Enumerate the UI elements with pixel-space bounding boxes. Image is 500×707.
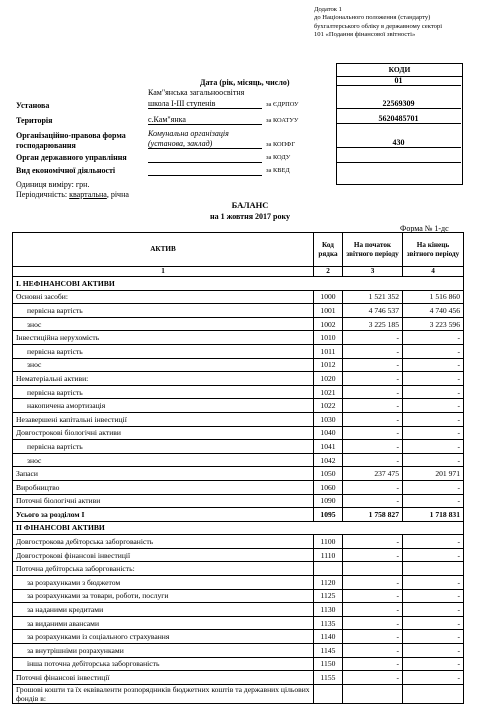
table-row [13,372,464,386]
territory-label: Територія [16,116,53,125]
legal-form-label-2: господарювання [16,141,76,150]
table-row [13,480,464,494]
row-code: 1040 [314,426,343,440]
edrpou-label: за ЄДРПОУ [266,101,299,108]
legal-form-label-1: Організаційно-правова форма [16,131,126,140]
row-label: первісна вартість [13,385,314,399]
row-end-value [403,684,464,703]
row-label: Усього за розділом I [13,508,314,522]
row-code: 1042 [314,453,343,467]
table-row [13,304,464,318]
row-label: за розрахунками з бюджетом [13,576,314,590]
table-row [13,412,464,426]
table-row [13,671,464,685]
gov-body-line [148,162,262,163]
row-begin-value: - [343,616,403,630]
institution-value-1: Кам"янська загальноосвітня [148,88,245,97]
table-row [13,684,464,703]
table-row [13,630,464,644]
table-row [13,467,464,481]
row-label: знос [13,317,314,331]
row-label: Запаси [13,467,314,481]
row-begin-value: - [343,535,403,549]
row-code: 1110 [314,548,343,562]
row-label: знос [13,453,314,467]
table-row [13,385,464,399]
page-subtitle-date: на 1 жовтня 2017 року [210,212,290,221]
table-row [13,331,464,345]
row-begin-value: 3 225 185 [343,317,403,331]
table-row [13,603,464,617]
annex-line-1: Додаток 1 [314,6,342,13]
row-begin-value: 237 475 [343,467,403,481]
row-begin-value: - [343,399,403,413]
row-end-value: - [403,657,464,671]
row-end-value: - [403,385,464,399]
row-begin-value: - [343,385,403,399]
territory-value: с.Кам"янка [148,115,262,125]
row-end-value: - [403,630,464,644]
table-row [13,548,464,562]
row-label: Довгострокові біологічні активи [13,426,314,440]
legal-form-value-1: Комунальна організація [148,129,229,138]
row-begin-value: - [343,576,403,590]
table-row [13,535,464,549]
table-header-row [13,233,464,267]
row-begin-value [343,562,403,576]
row-begin-value: - [343,548,403,562]
section-row [13,521,464,535]
koatuu-label: за КОАТУУ [266,117,299,124]
page-title: БАЛАНС [231,200,269,210]
periodicity-prefix: Періодичність: [16,190,68,199]
table-row [13,589,464,603]
row-label: Інвестиційна нерухомість [13,331,314,345]
col-number-4: 4 [403,267,464,277]
row-begin-value: - [343,589,403,603]
row-begin-value: - [343,644,403,658]
row-end-value: 201 971 [403,467,464,481]
row-end-value: 1 718 831 [403,508,464,522]
row-code: 1145 [314,644,343,658]
row-begin-value: - [343,480,403,494]
header-asset: АКТИВ [13,233,314,267]
row-begin-value [343,684,403,703]
activity-label: Вид економічної діяльності [16,166,116,175]
table-row [13,399,464,413]
col-number-1: 1 [13,267,314,277]
row-code: 1120 [314,576,343,590]
column-number-row [13,267,464,277]
row-label: інша поточна дебіторська заборгованість [13,657,314,671]
kodu-line [336,162,461,163]
row-code: 1130 [314,603,343,617]
row-code: 1041 [314,440,343,454]
row-begin-value: - [343,494,403,508]
row-code: 1095 [314,508,343,522]
section-title: II ФІНАНСОВІ АКТИВИ [13,521,464,535]
table-row [13,644,464,658]
unit-label: Одиниця виміру: грн. [16,180,90,189]
row-label: Нематеріальні активи: [13,372,314,386]
kopfg-label: за КОПФГ [266,141,296,148]
row-begin-value: 1 758 827 [343,508,403,522]
row-label: Довгострокова дебіторська заборгованість [13,535,314,549]
row-label: за виданими авансами [13,616,314,630]
row-code [314,684,343,703]
row-code: 1011 [314,344,343,358]
kved-label: за КВЕД [266,167,290,174]
row-label: Грошові кошти та їх еквіваленти розпорядників бюджетних коштів та державних цільових фондів в: [13,684,314,703]
row-code: 1001 [314,304,343,318]
table-row [13,657,464,671]
row-label: Поточна дебіторська заборгованість: [13,562,314,576]
row-code: 1000 [314,290,343,304]
header-code: Код рядка [314,233,343,267]
section-row [13,277,464,291]
row-end-value: - [403,344,464,358]
balance-table [12,232,464,704]
table-row [13,494,464,508]
row-label: Поточні біологічні активи [13,494,314,508]
header-begin: На початок звітного періоду [343,233,403,267]
row-label: Поточні фінансові інвестиції [13,671,314,685]
activity-line [148,175,262,176]
row-code: 1012 [314,358,343,372]
row-begin-value: 4 746 537 [343,304,403,318]
row-begin-value: - [343,372,403,386]
col-number-3: 3 [343,267,403,277]
row-label: за наданими кредитами [13,603,314,617]
row-end-value [403,562,464,576]
row-end-value: 4 740 456 [403,304,464,318]
table-row [13,562,464,576]
legal-form-value-2: (установа, заклад) [148,139,262,149]
form-number: Форма № 1-дс [400,224,449,233]
annex-line-4: 101 «Подання фінансової звітності» [314,31,416,39]
row-code: 1100 [314,535,343,549]
table-row [13,576,464,590]
row-label: Основні засоби: [13,290,314,304]
annex-line-2: до Національного положення (стандарту) [314,14,431,22]
row-begin-value: - [343,344,403,358]
row-begin-value: - [343,412,403,426]
annex-note [314,6,494,40]
row-code: 1021 [314,385,343,399]
row-end-value: - [403,372,464,386]
row-end-value: - [403,589,464,603]
row-end-value: - [403,644,464,658]
row-begin-value: - [343,630,403,644]
row-code [314,562,343,576]
table-row [13,426,464,440]
row-end-value: - [403,331,464,345]
row-code: 1050 [314,467,343,481]
row-label: Довгострокові фінансові інвестиції [13,548,314,562]
row-begin-value: - [343,331,403,345]
kodu-label: за КОДУ [266,154,291,161]
row-code: 1155 [314,671,343,685]
table-row [13,317,464,331]
row-begin-value: - [343,358,403,372]
periodicity-quarterly: квартальна [69,190,107,199]
table-row [13,358,464,372]
row-label: Виробництво [13,480,314,494]
table-row [13,453,464,467]
row-end-value: 1 516 860 [403,290,464,304]
row-end-value: 3 223 596 [403,317,464,331]
row-begin-value: - [343,671,403,685]
table-row [13,440,464,454]
row-code: 1125 [314,589,343,603]
row-end-value: - [403,671,464,685]
date-label: Дата (рік, місяць, число) [200,78,290,87]
row-end-value: - [403,548,464,562]
codes-header: КОДИ [337,64,462,77]
institution-label: Установа [16,101,50,110]
row-end-value: - [403,494,464,508]
row-code: 1135 [314,616,343,630]
row-label: Незавершені капітальні інвестиції [13,412,314,426]
table-row [13,344,464,358]
row-end-value: - [403,616,464,630]
col-number-2: 2 [314,267,343,277]
row-label: знос [13,358,314,372]
row-label: за розрахунками із соціального страхування [13,630,314,644]
row-end-value: - [403,603,464,617]
edrpou-value: 22569309 [336,99,461,109]
row-begin-value: 1 521 352 [343,290,403,304]
row-code: 1030 [314,412,343,426]
row-code: 1020 [314,372,343,386]
row-end-value: - [403,576,464,590]
row-code: 1090 [314,494,343,508]
row-begin-value: - [343,657,403,671]
table-row [13,290,464,304]
annex-line-3: бухгалтерського обліку в державному секторі [314,22,443,30]
row-code: 1022 [314,399,343,413]
table-row [13,508,464,522]
row-begin-value: - [343,603,403,617]
row-code: 1140 [314,630,343,644]
row-end-value: - [403,426,464,440]
row-label: накопичена амортизація [13,399,314,413]
row-begin-value: - [343,440,403,454]
header-end: На кінець звітного періоду [403,233,464,267]
row-end-value: - [403,399,464,413]
row-end-value: - [403,535,464,549]
date-code-value: 01 [336,76,461,86]
koatuu-value: 5620485701 [336,114,461,124]
gov-body-label: Орган державного управління [16,153,127,162]
section-title: I. НЕФІНАНСОВІ АКТИВИ [13,277,464,291]
row-end-value: - [403,440,464,454]
row-label: первісна вартість [13,440,314,454]
row-label: за розрахунками за товари, роботи, послуги [13,589,314,603]
row-code: 1010 [314,331,343,345]
row-code: 1150 [314,657,343,671]
row-label: первісна вартість [13,304,314,318]
row-code: 1060 [314,480,343,494]
periodicity [16,190,129,199]
institution-value-2: школа I-III ступенів [148,99,262,109]
periodicity-rest: , річна [106,190,129,199]
row-code: 1002 [314,317,343,331]
row-end-value: - [403,453,464,467]
row-label: за внутрішніми розрахунками [13,644,314,658]
row-begin-value: - [343,453,403,467]
row-end-value: - [403,412,464,426]
row-end-value: - [403,358,464,372]
row-begin-value: - [343,426,403,440]
row-label: первісна вартість [13,344,314,358]
table-row [13,616,464,630]
kopfg-value: 430 [336,138,461,148]
row-end-value: - [403,480,464,494]
